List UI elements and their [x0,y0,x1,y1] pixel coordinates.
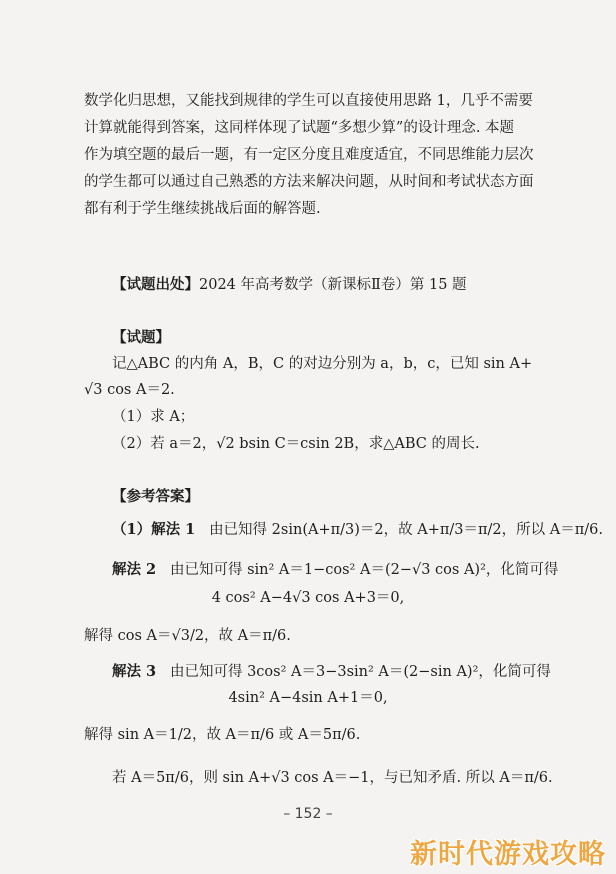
method-1 [112,518,603,539]
intro-line: 计算就能得到答案，这同样体现了试题“多想少算”的设计理念. 本题 [84,120,515,136]
problem-statement-line-2: √3 cos A＝2. [84,382,175,398]
method-1-label: （1）解法 1 [112,521,196,538]
method-3-text: 由已知可得 3cos² A＝3−3sin² A＝(2−sin A)²，化简可得 [169,664,551,680]
method-2-text: 由已知可得 sin² A＝1−cos² A＝(2−√3 cos A)²，化简可得 [169,562,559,578]
answer-heading: 【参考答案】 [112,488,199,505]
method-3-check: 若 A＝5π/6，则 sin A+√3 cos A＝−1，与已知矛盾. 所以 A＝π/6. [112,770,553,786]
method-3-result: 解得 sin A＝1/2，故 A＝π/6 或 A＝5π/6. [84,727,361,743]
method-3-label: 解法 3 [112,663,157,680]
source-text: 2024 年高考数学（新课标Ⅱ卷）第 15 题 [199,277,467,293]
method-2-result: 解得 cos A＝√3/2，故 A＝π/6. [84,628,291,644]
problem-heading: 【试题】 [112,329,170,346]
page-number: – 152 – [283,806,333,822]
source-heading [112,273,467,294]
method-1-text: 由已知得 2sin(A+π/3)＝2，故 A+π/3＝π/2，所以 A＝π/6. [209,522,603,538]
method-3-equation: 4sin² A−4sin A+1＝0, [228,690,388,706]
method-3 [112,660,551,681]
intro-paragraph [84,88,534,223]
method-2 [112,558,558,579]
question-1: （1）求 A； [112,409,195,425]
source-label: 【试题出处】 [112,276,199,293]
intro-line: 作为填空题的最后一题，有一定区分度且难度适宜，不同思维能力层次 [84,147,534,163]
intro-line: 数学化归思想，又能找到规律的学生可以直接使用思路 1，几乎不需要 [84,93,533,109]
intro-line: 的学生都可以通过自己熟悉的方法来解决问题，从时间和考试状态方面 [84,174,534,190]
watermark-text: 新时代游戏攻略 [410,839,606,870]
method-2-label: 解法 2 [112,561,157,578]
method-2-equation: 4 cos² A−4√3 cos A+3＝0, [211,590,405,606]
intro-line: 都有利于学生继续挑战后面的解答题. [84,201,321,217]
question-2: （2）若 a＝2，√2 bsin C＝csin 2B，求△ABC 的周长. [112,436,480,452]
problem-statement-line-1: 记△ABC 的内角 A，B，C 的对边分别为 a，b，c，已知 sin A+ [112,356,533,372]
